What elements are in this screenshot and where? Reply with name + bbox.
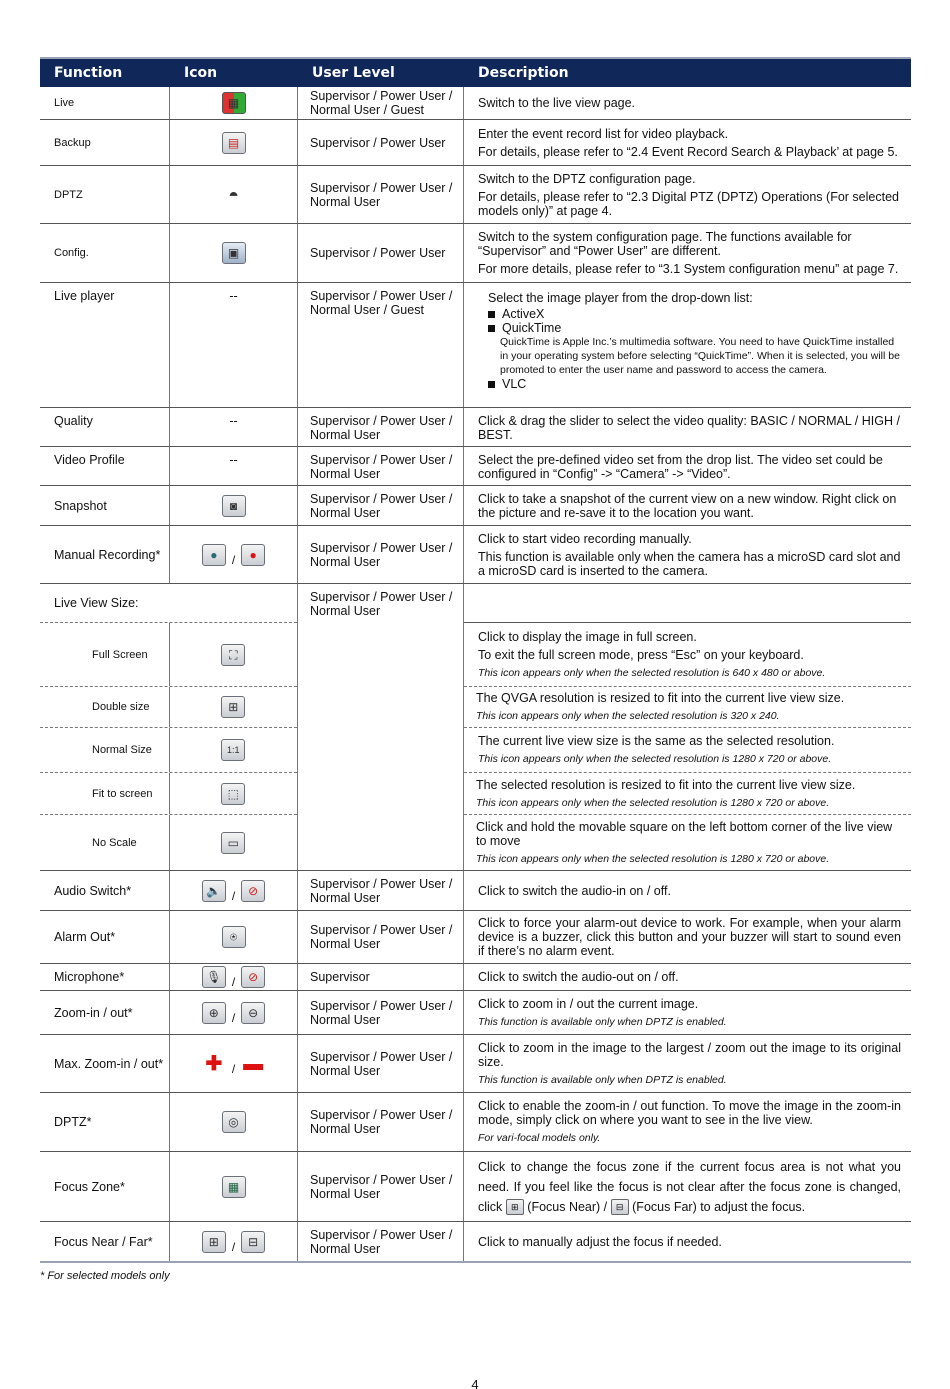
description: Enter the event record list for video playback. (478, 126, 729, 141)
fit-to-screen-icon[interactable]: ⬚ (221, 783, 245, 805)
camera-icon[interactable]: ◙ (222, 495, 246, 517)
note: This icon appears only when the selected resolution is 1280 x 720 or above. (476, 796, 830, 809)
user-level: Supervisor / Power User / Normal User (298, 1093, 464, 1151)
function-label: Max. Zoom-in / out* (40, 1035, 170, 1092)
user-level: Supervisor / Power User / Normal User (298, 447, 464, 485)
table-row-live (40, 87, 911, 120)
table-row-max-zoom: Max. Zoom-in / out* ✚ / ▬ Supervisor / Power User / Normal User Click to zoom in the image to the largest / zoom out the image to its original size. This function is available only when DPTZ is enabled. (40, 1035, 911, 1093)
user-level: Supervisor / Power User / Normal User / Guest (298, 87, 464, 119)
function-label: Backup (40, 120, 170, 165)
config-icon[interactable]: ▣ (222, 242, 246, 264)
description: (Focus Far) to adjust the focus. (632, 1199, 806, 1214)
user-level: Supervisor / Power User / Normal User (298, 1152, 464, 1221)
user-level: Supervisor / Power User (298, 224, 464, 282)
no-icon: -- (229, 453, 238, 467)
dome-camera-icon[interactable]: ◓ (228, 184, 239, 205)
description: Click to force your alarm-out device to work. For example, when your alarm device is a buzzer, click this button and your buzzer will start to sound even if there’s no alarm event. (478, 916, 901, 958)
description: The selected resolution is resized to fit into the current live view size. (476, 777, 856, 792)
table-header (40, 59, 911, 87)
function-label: Focus Zone* (40, 1152, 170, 1221)
max-zoom-out-icon[interactable]: ▬ (243, 1052, 264, 1075)
table-row-manual-recording: Manual Recording* ● / ● Supervisor / Power User / Normal User Click to start video recording manually. This function is available only when the camera has a microSD card slot and a microSD card is inserted to the camera. (40, 526, 911, 584)
zoom-in-icon[interactable]: ⊕ (202, 1002, 226, 1024)
description: Click to switch the audio-in on / off. (478, 883, 671, 898)
normal-size-icon[interactable]: 1:1 (221, 739, 245, 761)
description: The current live view size is the same as the selected resolution. (478, 734, 835, 748)
user-level: Supervisor / Power User / Normal User (298, 1035, 464, 1092)
table-row-live-view-size (40, 584, 911, 871)
quicktime-note: QuickTime is Apple Inc.’s multimedia software. You need to have QuickTime installed in your operating system before selecting “QuickTime”. When it is selected, you will be promoted to enter the user name and password to access the camera. (500, 336, 900, 376)
note: This function is available only when DPTZ is enabled. (478, 1015, 727, 1028)
function-label: Live (40, 87, 170, 119)
description: Click to zoom in the image to the largest / zoom out the image to its original size. (478, 1040, 901, 1069)
function-label: Manual Recording* (40, 526, 170, 583)
note: This icon appears only when the selected resolution is 1280 x 720 or above. (478, 753, 832, 765)
table-row-backup (40, 120, 911, 166)
description: Click to start video recording manually. (478, 531, 692, 546)
record-on-icon[interactable]: ● (241, 544, 265, 566)
user-level: Supervisor / Power User / Normal User (298, 408, 464, 446)
focus-far-icon[interactable]: ⊟ (611, 1199, 629, 1215)
description: Click to enable the zoom-in / out function. To move the image in the zoom-in mode, simply click on where you want to see in the live view. (478, 1099, 901, 1127)
normal-size-label: Normal Size (40, 728, 170, 772)
speaker-mute-icon[interactable]: ⊘ (241, 880, 265, 902)
description: Click to display the image in full screen. (478, 629, 697, 644)
table-row-video-profile (40, 447, 911, 486)
function-label: Zoom-in / out* (40, 991, 170, 1034)
function-table (40, 59, 911, 1263)
table-row-focus-near-far: Focus Near / Far* ⊞ / ⊟ Supervisor / Power User / Normal User Click to manually adjust the focus if needed. (40, 1222, 911, 1261)
description: Click & drag the slider to select the video quality: BASIC / NORMAL / HIGH / BEST. (478, 414, 900, 442)
user-level: Supervisor / Power User / Normal User (298, 871, 464, 910)
table-row-snapshot (40, 486, 911, 526)
focus-zone-icon[interactable]: ▦ (222, 1176, 246, 1198)
note: For vari-focal models only. (478, 1132, 601, 1144)
bottom-rule (40, 1261, 911, 1263)
function-label: Audio Switch* (40, 871, 170, 910)
list-item: ActiveX (488, 307, 901, 321)
double-size-icon[interactable]: ⊞ (221, 696, 245, 718)
fit-to-screen-label: Fit to screen (40, 773, 170, 814)
header-user-level: User Level (312, 65, 395, 81)
function-label: DPTZ* (40, 1093, 170, 1151)
description: Switch to the system configuration page. The functions available for “Supervisor” and “Power User” are different. (478, 230, 852, 258)
header-function: Function (54, 65, 123, 81)
header-icon: Icon (184, 65, 218, 81)
function-label: Microphone* (40, 964, 170, 990)
focus-near-icon[interactable]: ⊞ (202, 1231, 226, 1253)
live-view-icon[interactable]: ▦ (222, 92, 246, 114)
description: For details, please refer to “2.3 Digital PTZ (DPTZ) Operations (For selected models only)” at page 4. (478, 189, 899, 218)
header-description: Description (478, 65, 569, 81)
note: This function is available only when DPTZ is enabled. (478, 1073, 727, 1086)
table-row-quality (40, 408, 911, 447)
description: Click and hold the movable square on the left bottom corner of the live view to move (476, 819, 893, 848)
no-icon: -- (229, 289, 238, 303)
function-label: Video Profile (40, 447, 170, 485)
description: Select the image player from the drop-down list: (488, 291, 753, 305)
description: Select the pre-defined video set from the drop list. The video set could be configured in “Config” -> “Camera” -> “Video”. (478, 453, 883, 481)
function-label: Config. (40, 224, 170, 282)
function-label: Snapshot (40, 486, 170, 525)
full-screen-icon[interactable]: ⛶ (221, 644, 245, 666)
function-label: Live View Size: (54, 596, 139, 610)
table-row-live-player (40, 283, 911, 408)
function-label: DPTZ (40, 166, 170, 223)
user-level: Supervisor / Power User / Normal User (298, 166, 464, 223)
table-row-dptz-star (40, 1093, 911, 1152)
footnote: * For selected models only (40, 1270, 170, 1282)
function-label: Alarm Out* (40, 911, 170, 963)
description: For details, please refer to “2.4 Event Record Search & Playback’ at page 5. (478, 144, 898, 159)
microphone-on-icon[interactable]: 🎙 (202, 966, 226, 988)
speaker-on-icon[interactable]: 🔈 (202, 880, 226, 902)
user-level: Supervisor (298, 964, 464, 990)
microphone-mute-icon[interactable]: ⊘ (241, 966, 265, 988)
description: (Focus Near) / (527, 1199, 608, 1214)
user-level: Supervisor / Power User / Normal User (298, 584, 464, 870)
description: Switch to the DPTZ configuration page. (478, 171, 696, 186)
no-scale-label: No Scale (40, 815, 170, 870)
list-item: VLC (488, 377, 901, 391)
table-row-zoom: Zoom-in / out* ⊕ / ⊖ Supervisor / Power User / Normal User Click to zoom in / out the current image. This function is available only when DPTZ is enabled. (40, 991, 911, 1035)
alarm-icon[interactable]: ⍟ (222, 926, 246, 948)
description: Click to zoom in / out the current image. (478, 996, 699, 1011)
table-row-audio-switch: Audio Switch* 🔈 / ⊘ Supervisor / Power User / Normal User Click to switch the audio-in on / off. (40, 871, 911, 911)
description: Click to take a snapshot of the current view on a new window. Right click on the picture and re-save it to the location you want. (478, 491, 897, 520)
function-label: Live player (40, 283, 170, 407)
description: This function is available only when the camera has a microSD card slot and a microSD card is inserted to the camera. (478, 549, 901, 578)
dptz-icon[interactable]: ◎ (222, 1111, 246, 1133)
description: Click to switch the audio-out on / off. (478, 970, 679, 984)
table-row-config (40, 224, 911, 283)
focus-far-icon[interactable]: ⊟ (241, 1231, 265, 1253)
table-row-alarm-out (40, 911, 911, 964)
table-row-microphone: Microphone* 🎙 / ⊘ Supervisor Click to switch the audio-out on / off. (40, 964, 911, 991)
user-level: Supervisor / Power User (298, 120, 464, 165)
backup-icon[interactable]: ▤ (222, 132, 246, 154)
user-level: Supervisor / Power User / Normal User (298, 911, 464, 963)
table-row-dptz (40, 166, 911, 224)
zoom-out-icon[interactable]: ⊖ (241, 1002, 265, 1024)
description: To exit the full screen mode, press “Esc” on your keyboard. (478, 647, 804, 662)
record-off-icon[interactable]: ● (202, 544, 226, 566)
note: This icon appears only when the selected resolution is 640 x 480 or above. (478, 666, 826, 679)
description: The QVGA resolution is resized to fit into the current live view size. (476, 691, 845, 705)
user-level: Supervisor / Power User / Normal User (298, 526, 464, 583)
description: Click to manually adjust the focus if needed. (478, 1234, 722, 1249)
function-label: Focus Near / Far* (40, 1222, 170, 1261)
double-size-label: Double size (40, 687, 170, 727)
description: Switch to the live view page. (478, 96, 636, 110)
table-row-focus-zone (40, 1152, 911, 1222)
max-zoom-in-icon[interactable]: ✚ (205, 1052, 223, 1075)
function-label: Quality (40, 408, 170, 446)
user-level: Supervisor / Power User / Normal User (298, 1222, 464, 1261)
list-item: QuickTime (488, 321, 901, 335)
full-screen-label: Full Screen (40, 623, 170, 686)
focus-near-icon[interactable]: ⊞ (506, 1199, 524, 1215)
user-level: Supervisor / Power User / Normal User (298, 486, 464, 525)
page-number: 4 (471, 1377, 479, 1389)
user-level: Supervisor / Power User / Normal User (298, 991, 464, 1034)
no-icon: -- (229, 414, 238, 428)
description: For more details, please refer to “3.1 System configuration menu” at page 7. (478, 262, 899, 276)
no-scale-icon[interactable]: ▭ (221, 832, 245, 854)
user-level: Supervisor / Power User / Normal User / Guest (298, 283, 464, 407)
description: Click to change the focus zone if the current focus area is not what you need. If you feel like the focus is not clear after the focus zone is changed, click (478, 1159, 901, 1214)
note: This icon appears only when the selected resolution is 320 x 240. (476, 710, 780, 722)
note: This icon appears only when the selected resolution is 1280 x 720 or above. (476, 852, 830, 865)
